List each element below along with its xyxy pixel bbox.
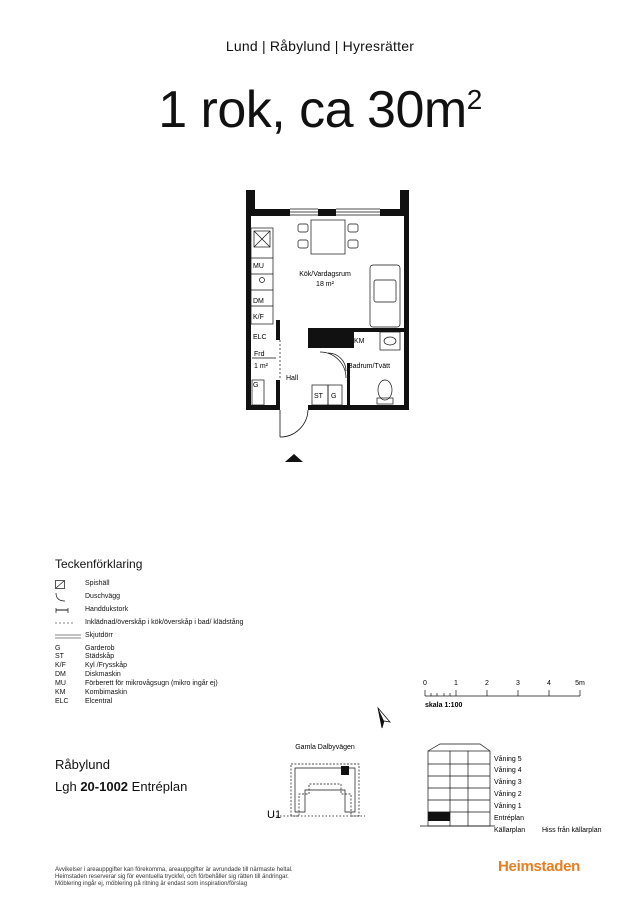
apartment-marker bbox=[341, 766, 349, 775]
kitchen-counter bbox=[251, 228, 273, 324]
elevator-label: Hiss från källarplan bbox=[542, 827, 602, 834]
title-superscript: 2 bbox=[466, 84, 482, 115]
room-label-hall: Hall bbox=[286, 375, 299, 382]
room-label-kitchen: Kök/Vardagsrum bbox=[299, 271, 351, 278]
legend-row bbox=[55, 653, 275, 662]
legend-text: Handdukstork bbox=[85, 605, 129, 613]
code-km: KM bbox=[354, 338, 365, 345]
disclaimer-line: Heimstaden reserverar sig för eventuella tryckfel, och förbehåller sig rätten till ändringar. bbox=[55, 874, 289, 881]
room-label-frd: Frd bbox=[254, 351, 265, 358]
legend-text: Städskåp bbox=[85, 653, 115, 661]
legend-row bbox=[55, 698, 275, 707]
floor-label: Våning 3 bbox=[494, 779, 522, 786]
legend-row bbox=[55, 606, 275, 619]
legend-row bbox=[55, 593, 275, 606]
legend-text: Duschvägg bbox=[85, 592, 121, 600]
code-g-hall: G bbox=[253, 382, 259, 389]
brand-logo: Heimstaden bbox=[498, 858, 581, 875]
project-name: Råbylund bbox=[55, 757, 110, 772]
legend-row bbox=[55, 662, 275, 671]
legend-row bbox=[55, 680, 275, 689]
floor-label: Våning 4 bbox=[494, 767, 522, 774]
floor-label: Våning 1 bbox=[494, 803, 522, 810]
code-dm: DM bbox=[253, 298, 264, 305]
entrance-arrow-icon bbox=[285, 454, 303, 462]
legend-row bbox=[55, 632, 275, 645]
armchair bbox=[370, 265, 400, 327]
legend-text: Elcentral bbox=[85, 697, 113, 705]
floor-plan bbox=[210, 180, 420, 470]
sliding-door-icon bbox=[55, 632, 85, 645]
legend-row bbox=[55, 580, 275, 593]
unit-prefix: Lgh bbox=[55, 779, 77, 794]
room-label-bathroom: Badrum/Tvätt bbox=[348, 363, 391, 370]
legend-code: KM bbox=[55, 689, 66, 697]
scale-tick: 4 bbox=[547, 680, 551, 687]
building-code: U1 bbox=[267, 809, 282, 821]
towel-rail-icon bbox=[55, 606, 85, 619]
disclaimer bbox=[55, 867, 293, 889]
code-g-hall2: G bbox=[331, 393, 337, 400]
disclaimer-line: Möblering ingår ej, möblering på ritning är endast som inspiration/förslag bbox=[55, 881, 248, 888]
unit-line bbox=[55, 779, 187, 794]
legend-title: Teckenförklaring bbox=[55, 557, 143, 571]
scale-tick: 5m bbox=[575, 680, 585, 687]
code-kf: K/F bbox=[253, 314, 264, 321]
legend-text: Förberett för mikrovågsugn (mikro ingår ej) bbox=[85, 680, 218, 688]
legend-text: Spishäll bbox=[85, 580, 110, 587]
legend-row bbox=[55, 689, 275, 698]
legend-text: Skjutdörr bbox=[85, 631, 114, 639]
unit-number: 20-1002 bbox=[80, 779, 129, 794]
floor-label: Våning 2 bbox=[494, 791, 522, 798]
disclaimer-line: Avvikelser i areauppgifter kan förekomma, areauppgifter är avrundade till närmaste heltal. bbox=[55, 867, 293, 873]
legend-code: G bbox=[55, 644, 61, 652]
apartment-title bbox=[0, 80, 640, 140]
floor-label: Källarplan bbox=[494, 827, 526, 834]
legend-text: Kyl /Frysskåp bbox=[85, 662, 128, 670]
room-area-frd: 1 m² bbox=[254, 363, 268, 370]
legend-code: K/F bbox=[55, 662, 66, 670]
title-main: 1 rok, ca 30m bbox=[158, 81, 467, 139]
legend-text: Kombimaskin bbox=[85, 689, 128, 697]
scale-label: skala 1:100 bbox=[425, 702, 463, 709]
unit-floor: Entréplan bbox=[131, 779, 188, 794]
site-plan bbox=[265, 740, 375, 825]
scale-bar bbox=[415, 676, 595, 710]
scale-tick: 1 bbox=[454, 680, 458, 687]
legend-code: ST bbox=[55, 653, 64, 661]
legend bbox=[55, 580, 275, 707]
cabinet-line-icon bbox=[55, 619, 85, 632]
floor-label: Entréplan bbox=[494, 815, 524, 822]
apartment-floor-marker bbox=[428, 812, 450, 821]
legend-row bbox=[55, 671, 275, 680]
dining-table bbox=[298, 220, 358, 254]
code-elc: ELC bbox=[253, 334, 267, 341]
scale-tick: 2 bbox=[485, 680, 489, 687]
legend-row bbox=[55, 619, 275, 632]
shower-wall-icon bbox=[55, 593, 85, 606]
location-header: Lund | Råbylund | Hyresrätter bbox=[225, 38, 415, 54]
legend-text: Inklädnad/överskåp i kök/överskåp i bad/ klädstång bbox=[85, 618, 244, 626]
street-label: Gamla Dalbyvägen bbox=[295, 744, 355, 751]
entrance-door bbox=[280, 410, 308, 437]
room-area-kitchen: 18 m² bbox=[316, 281, 334, 288]
closets bbox=[252, 340, 342, 405]
legend-code: MU bbox=[55, 680, 66, 688]
legend-code: ELC bbox=[55, 697, 69, 705]
stove-icon bbox=[55, 580, 85, 593]
north-arrow-icon bbox=[374, 706, 394, 730]
code-st: ST bbox=[314, 393, 323, 400]
floor-label: Våning 5 bbox=[494, 756, 522, 763]
scale-tick: 3 bbox=[516, 680, 520, 687]
section-diagram bbox=[410, 738, 640, 838]
code-mu: MU bbox=[253, 263, 264, 270]
legend-text: Garderob bbox=[85, 644, 115, 652]
legend-code: DM bbox=[55, 671, 66, 679]
legend-text: Diskmaskin bbox=[85, 671, 121, 679]
scale-tick: 0 bbox=[423, 680, 427, 687]
